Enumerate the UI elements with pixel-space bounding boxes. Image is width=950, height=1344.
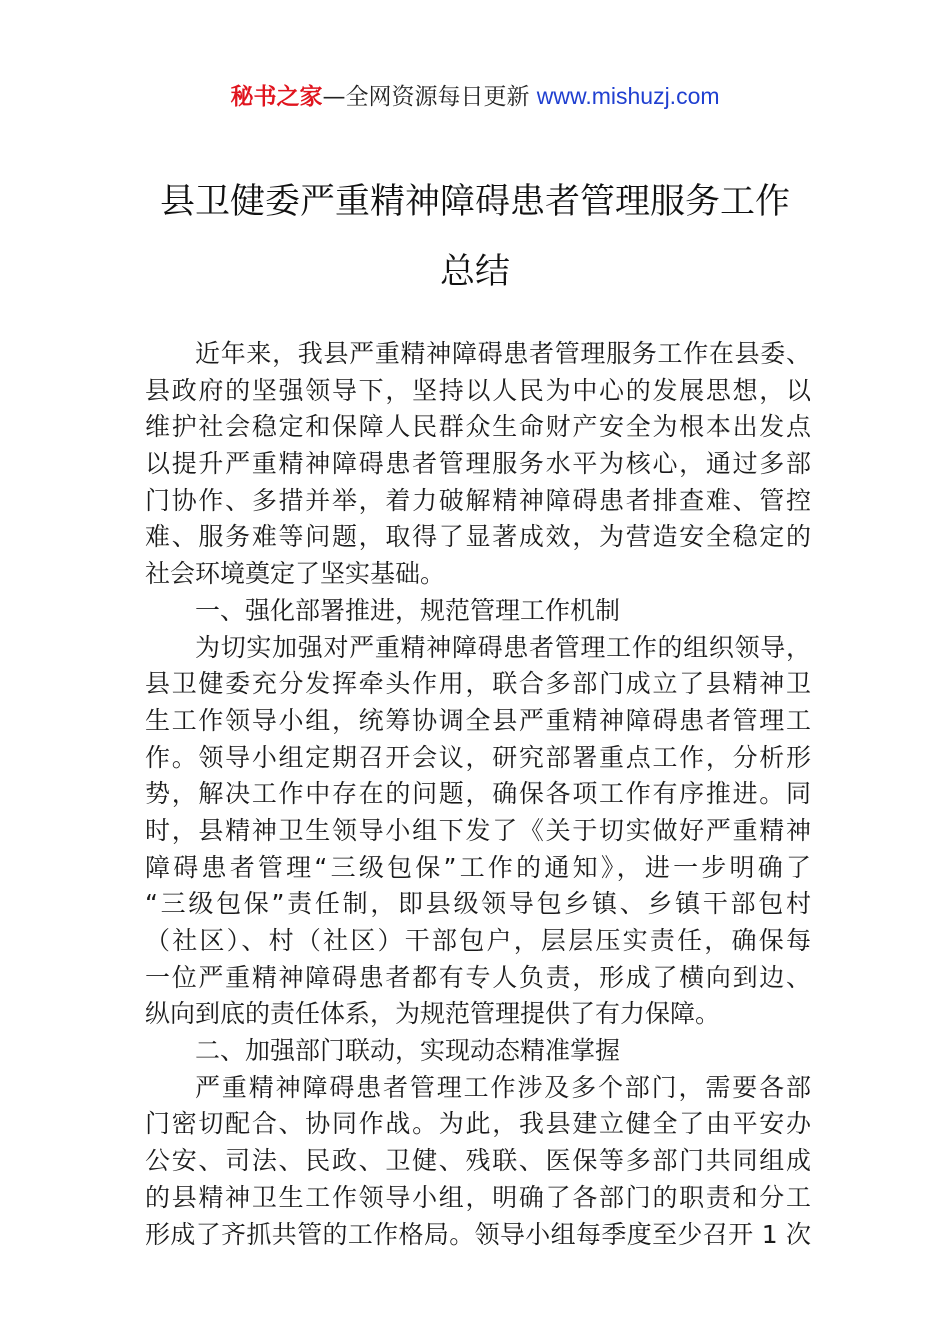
- paragraph-line: 的县精神卫生工作领导小组，明确了各部门的职责和分工: [145, 1182, 811, 1212]
- paragraph-line: （社区）、村（社区）干部包户，层层压实责任，确保每: [145, 926, 811, 955]
- paragraph-line: 一位严重精神障碍患者都有专人负责，形成了横向到边、: [145, 962, 811, 992]
- site-brand: 秘书之家: [230, 84, 323, 110]
- paragraph-line: 门密切配合、协同作战。为此，我县建立健全了由平安办: [145, 1109, 811, 1139]
- section-heading: 二、加强部门联动，实现动态精准掌握: [195, 1036, 621, 1066]
- paragraph-line: 作。领导小组定期召开会议，研究部署重点工作，分析形: [145, 742, 811, 772]
- document-title-line-2: 总结: [439, 252, 510, 292]
- paragraph-line: 以提升严重精神障碍患者管理服务水平为核心，通过多部: [145, 449, 811, 479]
- paragraph-line: 门协作、多措并举，着力破解精神障碍患者排查难、管控: [145, 485, 811, 515]
- section-heading: 一、强化部署推进，规范管理工作机制: [195, 595, 621, 625]
- paragraph-line: 近年来，我县严重精神障碍患者管理服务工作在县委、: [195, 339, 811, 368]
- site-tagline: —全网资源每日更新: [322, 84, 537, 110]
- paragraph-line: 形成了齐抓共管的工作格局。领导小组每季度至少召开 1 次: [145, 1219, 811, 1249]
- paragraph-line: 障碍患者管理“三级包保”工作的通知》，进一步明确了: [145, 852, 811, 882]
- paragraph-line: 公安、司法、民政、卫健、残联、医保等多部门共同组成: [145, 1146, 811, 1176]
- paragraph-line: 为切实加强对严重精神障碍患者管理工作的组织领导，: [195, 632, 811, 662]
- paragraph-line: 时，县精神卫生领导小组下发了《关于切实做好严重精神: [145, 815, 811, 845]
- paragraph-line: 生工作领导小组，统筹协调全县严重精神障碍患者管理工: [145, 705, 811, 735]
- site-header: [0, 80, 950, 113]
- paragraph-line: 势，解决工作中存在的问题，确保各项工作有序推进。同: [145, 779, 811, 809]
- document-body: [145, 336, 811, 1253]
- paragraph-line: 难、服务难等问题，取得了显著成效，为营造安全稳定的: [145, 522, 811, 552]
- paragraph-line: 纵向到底的责任体系，为规范管理提供了有力保障。: [145, 999, 721, 1029]
- paragraph-line: 社会环境奠定了坚实基础。: [145, 559, 446, 589]
- paragraph-line: 严重精神障碍患者管理工作涉及多个部门，需要各部: [195, 1072, 811, 1102]
- site-url-link[interactable]: www.mishuzj.com: [536, 83, 720, 109]
- paragraph-line: 县卫健委充分发挥牵头作用，联合多部门成立了县精神卫: [145, 669, 811, 699]
- paragraph-line: 县政府的坚强领导下，坚持以人民为中心的发展思想，以: [145, 375, 811, 405]
- paragraph-line: 维护社会稳定和保障人民群众生命财产安全为根本出发点: [145, 412, 811, 442]
- paragraph-line: “三级包保”责任制，即县级领导包乡镇、乡镇干部包村: [145, 889, 811, 919]
- document-title-line-1: 县卫健委严重精神障碍患者管理服务工作: [159, 182, 790, 222]
